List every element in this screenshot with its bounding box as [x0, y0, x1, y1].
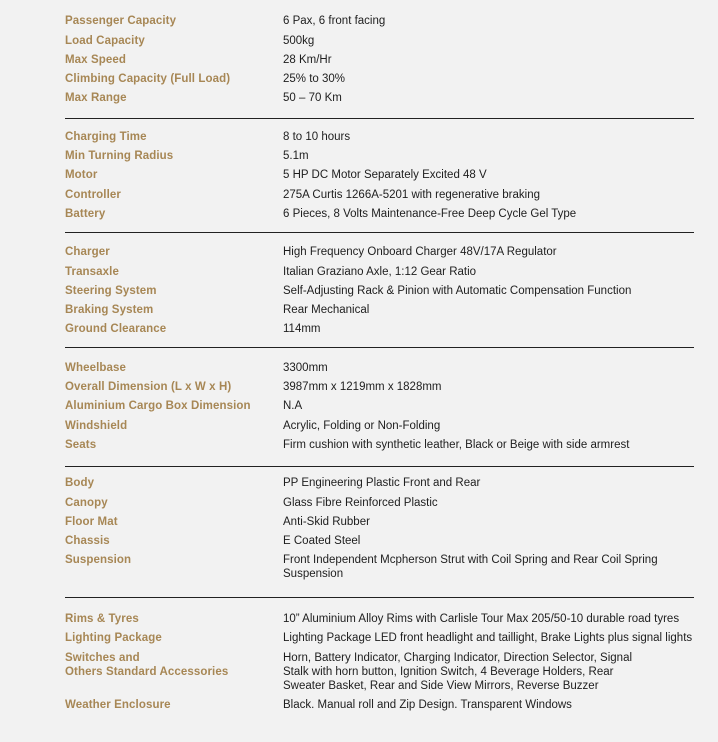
section-divider [65, 232, 694, 233]
spec-label: Transaxle [65, 266, 119, 278]
spec-label: Aluminium Cargo Box Dimension [65, 400, 251, 412]
spec-label: Overall Dimension (L x W x H) [65, 381, 232, 393]
spec-value: 114mm [283, 323, 321, 335]
spec-label: Charging Time [65, 131, 147, 143]
spec-value: 3987mm x 1219mm x 1828mm [283, 381, 442, 393]
spec-value: Rear Mechanical [283, 304, 370, 316]
spec-label: Seats [65, 439, 97, 451]
spec-value: Firm cushion with synthetic leather, Black or Beige with side armrest [283, 439, 630, 451]
spec-label: Min Turning Radius [65, 150, 174, 162]
spec-value: Front Independent Mcpherson Strut with Coil Spring and Rear Coil Spring Suspension [283, 554, 658, 580]
spec-value: 10” Aluminium Alloy Rims with Carlisle Tour Max 205/50-10 durable road tyres [283, 613, 680, 625]
spec-value: 5 HP DC Motor Separately Excited 48 V [283, 169, 487, 181]
spec-label: Rims & Tyres [65, 613, 139, 625]
spec-value: Italian Graziano Axle, 1:12 Gear Ratio [283, 266, 477, 278]
spec-label: Wheelbase [65, 362, 126, 374]
spec-label: Climbing Capacity (Full Load) [65, 73, 231, 85]
spec-value: 25% to 30% [283, 73, 346, 85]
spec-value: Acrylic, Folding or Non-Folding [283, 420, 441, 432]
spec-label: Ground Clearance [65, 323, 167, 335]
spec-label: Chassis [65, 535, 110, 547]
spec-label: Steering System [65, 285, 157, 297]
spec-value: 275A Curtis 1266A-5201 with regenerative braking [283, 189, 540, 201]
spec-value: Glass Fibre Reinforced Plastic [283, 497, 438, 509]
spec-label: Motor [65, 169, 98, 181]
spec-label: Battery [65, 208, 106, 220]
section-divider [65, 118, 694, 119]
spec-value: N.A [283, 400, 303, 412]
spec-label: Passenger Capacity [65, 15, 177, 27]
spec-label: Lighting Package [65, 632, 162, 644]
spec-label: Controller [65, 189, 121, 201]
spec-value: 8 to 10 hours [283, 131, 351, 143]
spec-label: Canopy [65, 497, 108, 509]
spec-label: Max Speed [65, 54, 126, 66]
spec-value: 50 – 70 Km [283, 92, 342, 104]
spec-value: 6 Pax, 6 front facing [283, 15, 386, 27]
spec-label: Body [65, 477, 95, 489]
spec-value: 3300mm [283, 362, 328, 374]
spec-label: Suspension [65, 554, 132, 566]
spec-value: Lighting Package LED front headlight and taillight, Brake Lights plus signal lights [283, 632, 693, 644]
spec-value: 5.1m [283, 150, 309, 162]
spec-label: Windshield [65, 420, 128, 432]
spec-value: 6 Pieces, 8 Volts Maintenance-Free Deep Cycle Gel Type [283, 208, 577, 220]
section-divider [65, 466, 694, 467]
spec-value: Anti-Skid Rubber [283, 516, 370, 528]
spec-value: 500kg [283, 35, 315, 47]
spec-label: Switches and Others Standard Accessories [65, 652, 229, 678]
spec-label: Charger [65, 246, 110, 258]
spec-label: Braking System [65, 304, 154, 316]
spec-value: 28 Km/Hr [283, 54, 332, 66]
spec-value: E Coated Steel [283, 535, 361, 547]
section-divider [65, 347, 694, 348]
spec-value: Horn, Battery Indicator, Charging Indicator, Direction Selector, Signal Stalk with horn button, Ignition Switch, 4 Beverage Holders, Rear Sweater Basket, Rear and Side View Mirrors, Reverse Buzzer [283, 652, 633, 692]
spec-value: PP Engineering Plastic Front and Rear [283, 477, 481, 489]
spec-label: Weather Enclosure [65, 699, 171, 711]
section-divider [65, 597, 694, 598]
spec-label: Floor Mat [65, 516, 118, 528]
spec-label: Max Range [65, 92, 127, 104]
spec-value: Self-Adjusting Rack & Pinion with Automatic Compensation Function [283, 285, 632, 297]
spec-label: Load Capacity [65, 35, 145, 47]
spec-value: High Frequency Onboard Charger 48V/17A Regulator [283, 246, 557, 258]
spec-value: Black. Manual roll and Zip Design. Transparent Windows [283, 699, 572, 711]
